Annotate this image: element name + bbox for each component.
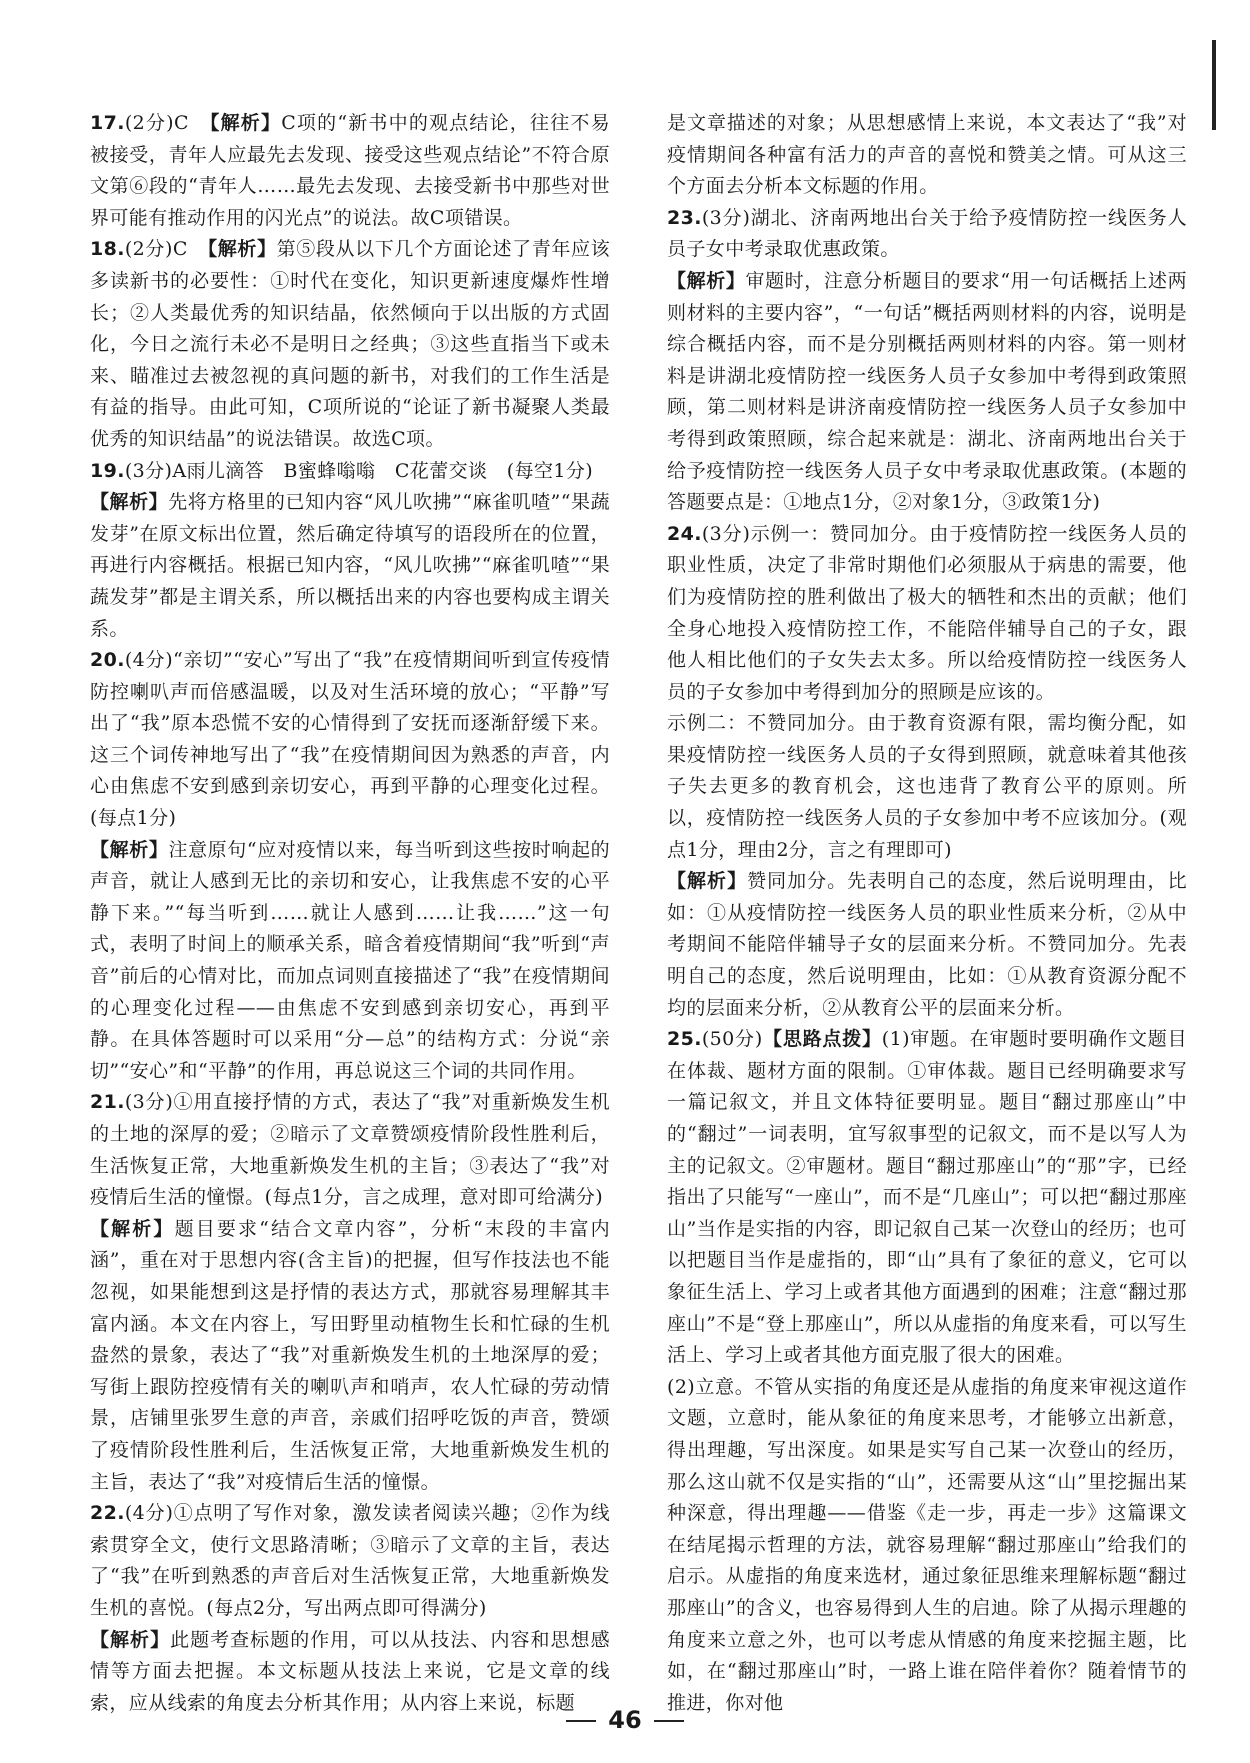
analysis-text: 此题考查标题的作用，可以从技法、内容和思想感情等方面去把握。本文标题从技法上来说，它是文章的线索，应从线索的角度去分析其作用；从内容上来说，标题 <box>90 1628 610 1714</box>
answer-paragraph <box>667 519 1187 709</box>
page-number-dash-left <box>566 1720 596 1722</box>
left-column <box>90 108 610 1719</box>
question-number: 24. <box>667 522 702 545</box>
answer-paragraph <box>667 266 1187 519</box>
analysis-tag: 【解析】 <box>90 1217 175 1240</box>
answer-paragraph <box>667 1024 1187 1372</box>
analysis-tag: 【解析】 <box>667 269 746 292</box>
question-number: 23. <box>667 206 702 229</box>
analysis-text: 注意原句“应对疫情以来，每当听到这些按时响起的声音，就让人感到无比的亲切和安心，让我焦虑不安的心平静下来。”“每当听到……就让人感到……让我……”这一句式，表明了时间上的顺承关系，暗含着疫情期间“我”听到“声音”前后的心情对比，而加点词则直接描述了“我”在疫情期间的心理变化过程——由焦虑不安到感到亲切安心，再到平静。在具体答题时可以采用“分—总”的结构方式：分说“亲切”“安心”和“平静”的作用，再总说这三个词的共同作用。 <box>90 838 610 1082</box>
answer-paragraph <box>667 203 1187 266</box>
question-number: 18. <box>90 238 125 261</box>
analysis-tag: 【解析】 <box>667 870 748 893</box>
answer-text: (50分) <box>701 1028 763 1051</box>
answer-paragraph <box>90 456 610 488</box>
analysis-text: 题目要求“结合文章内容”，分析“末段的丰富内涵”，重在对于思想内容(含主旨)的把握，但写作技法也不能忽视，如果能想到这是抒情的表达方式，那就容易理解其丰富内涵。本文在内容上，写田野里动植物生长和忙碌的生机盎然的景象，表达了“我”对重新焕发生机的土地深厚的爱；写街上跟防控疫情有关的喇叭声和哨声，农人忙碌的劳动情景，店铺里张罗生意的声音，亲戚们招呼吃饭的声音，赞颂了疫情阶段性胜利后，生活恢复正常，大地重新焕发生机的主旨，表达了“我”对疫情后生活的憧憬。 <box>90 1217 610 1493</box>
answer-text: (2)立意。不管从实指的角度还是从虚指的角度来审视这道作文题，立意时，能从象征的角度来思考，才能够立出新意，得出理趣，写出深度。如果是实写自己某一次登山的经历，那么这山就不仅是实指的“山”，还需要从这“山”里挖掘出某种深意，得出理趣——借鉴《走一步，再走一步》这篇课文在结尾揭示哲理的方法，就容易理解“翻过那座山”给我们的启示。从虚指的角度来选材，通过象征思维来理解标题“翻过那座山”的含义，也容易得到人生的启迪。除了从揭示理趣的角度来立意之外，也可以考虑从情感的角度来挖掘主题，比如，在“翻过那座山”时，一路上谁在陪伴着你？随着情节的推进，你对他 <box>667 1375 1187 1714</box>
answer-text: (4分)“亲切”“安心”写出了“我”在疫情期间听到宣传疫情防控喇叭声而倍感温暖，以及对生活环境的放心；“平静”写出了“我”原本恐慌不安的心情得到了安抚而逐渐舒缓下来。这三个词传神地写出了“我”在疫情期间因为熟悉的声音，内心由焦虑不安到感到亲切安心，再到平静的心理变化过程。(每点1分) <box>90 649 610 830</box>
analysis-tag: 【解析】 <box>90 1628 171 1651</box>
analysis-tag: 【解析】 <box>209 112 282 134</box>
question-number: 17. <box>90 112 125 134</box>
answer-text: (3分)湖北、济南两地出台关于给予疫情防控一线医务人员子女中考录取优惠政策。 <box>667 206 1187 261</box>
answer-text: (2分)C <box>124 238 208 261</box>
analysis-tag: 【解析】 <box>90 491 169 514</box>
answer-text: (3分)①用直接抒情的方式，表达了“我”对重新焕发生机的土地的深厚的爱；②暗示了文章赞颂疫情阶段性胜利后，生活恢复正常，大地重新焕发生机的主旨；③表达了“我”对疫情后生活的憧憬。(每点1分，言之成理，意对即可给满分) <box>90 1091 610 1209</box>
answer-paragraph <box>90 108 610 234</box>
answer-paragraph <box>90 835 610 1088</box>
answer-paragraph <box>667 1372 1187 1720</box>
analysis-text: C项的“新书中的观点结论，往往不易被接受，青年人应最先去发现、接受这些观点结论”不符合原文第⑥段的“青年人……最先去发现、去接受新书中那些对世界可能有推动作用的闪光点”的说法。故C项错误。 <box>90 112 610 229</box>
question-number: 20. <box>90 649 125 672</box>
question-number: 21. <box>90 1091 125 1114</box>
analysis-text: 审题时，注意分析题目的要求“用一句话概括上述两则材料的主要内容”，“一句话”概括两则材料的内容，说明是综合概括内容，而不是分别概括两则材料的内容。第一则材料是讲湖北疫情防控一线医务人员子女参加中考得到政策照顾，第二则材料是讲济南疫情防控一线医务人员子女参加中考得到政策照顾，综合起来就是：湖北、济南两地出台关于给予疫情防控一线医务人员子女中考录取优惠政策。(本题的答题要点是：①地点1分，②对象1分，③政策1分) <box>667 269 1187 514</box>
answer-paragraph <box>90 1214 610 1498</box>
question-number: 22. <box>90 1502 125 1525</box>
page-number-dash-right <box>654 1720 684 1722</box>
answer-text: (4分)①点明了写作对象，激发读者阅读兴趣；②作为线索贯穿全文，使行文思路清晰；③暗示了文章的主旨，表达了“我”在听到熟悉的声音后对生活恢复正常，大地重新焕发生机的喜悦。(每点2分，写出两点即可得满分) <box>90 1502 610 1619</box>
analysis-text: (1)审题。在审题时要明确作文题目在体裁、题材方面的限制。①审体裁。题目已经明确要求写一篇记叙文，并且文体特征要明显。题目“翻过那座山”中的“翻过”一词表明，宜写叙事型的记叙文，而不是以写人为主的记叙文。②审题材。题目“翻过那座山”的“那”字，已经指出了只能写“一座山”，而不是“几座山”；可以把“翻过那座山”当作是实指的内容，即记叙自己某一次登山的经历；也可以把题目当作是虚指的，即“山”具有了象征的意义，它可以象征生活上、学习上或者其他方面遇到的困难；注意“翻过那座山”不是“登上那座山”，所以从虚指的角度来看，可以写生活上、学习上或者其他方面克服了很大的困难。 <box>667 1028 1187 1367</box>
edge-rule <box>1212 40 1216 130</box>
right-column <box>667 108 1187 1719</box>
answer-text: 示例二：不赞同加分。由于教育资源有限，需均衡分配，如果疫情防控一线医务人员的子女得到照顾，就意味着其他孩子失去更多的教育机会，这也违背了教育公平的原则。所以，疫情防控一线医务人员的子女参加中考不应该加分。(观点1分，理由2分，言之有理即可) <box>667 712 1187 861</box>
answer-text: 是文章描述的对象；从思想感情上来说，本文表达了“我”对疫情期间各种富有活力的声音的喜悦和赞美之情。可从这三个方面去分析本文标题的作用。 <box>667 112 1187 198</box>
answer-paragraph <box>667 108 1187 203</box>
answer-text: (3分)示例一：赞同加分。由于疫情防控一线医务人员的职业性质，决定了非常时期他们必须服从于病患的需要，他们为疫情防控的胜利做出了极大的牺牲和杰出的贡献；他们全身心地投入疫情防控工作，不能陪伴辅导自己的子女，跟他人相比他们的子女失去太多。所以给疫情防控一线医务人员的子女参加中考得到加分的照顾是应该的。 <box>667 522 1187 703</box>
answer-paragraph <box>90 1498 610 1624</box>
answer-paragraph <box>90 234 610 455</box>
page-number <box>0 1706 1250 1734</box>
analysis-text: 先将方格里的已知内容“风儿吹拂”“麻雀叽喳”“果蔬发芽”在原文标出位置，然后确定待填写的语段所在的位置，再进行内容概括。根据已知内容，“风儿吹拂”“麻雀叽喳”“果蔬发芽”都是主谓关系，所以概括出来的内容也要构成主谓关系。 <box>90 491 610 640</box>
analysis-tag: 【思路点拨】 <box>762 1028 882 1051</box>
answer-paragraph <box>667 866 1187 1024</box>
question-number: 25. <box>667 1028 702 1051</box>
answer-text: (2分)C <box>124 112 210 134</box>
analysis-text: 第⑤段从以下几个方面论述了青年应该多读新书的必要性：①时代在变化，知识更新速度爆炸性增长；②人类最优秀的知识结晶，依然倾向于以出版的方式固化，今日之流行未必不是明日之经典；③这些直指当下或未来、瞄准过去被忽视的真问题的新书，对我们的工作生活是有益的指导。由此可知，C项所说的“论证了新书凝聚人类最优秀的知识结晶”的说法错误。故选C项。 <box>90 238 610 450</box>
analysis-tag: 【解析】 <box>90 838 169 861</box>
answer-text: (3分)A雨儿滴答 B蜜蜂嗡嗡 C花蕾交谈 (每空1分) <box>124 459 594 482</box>
page-number-text: 46 <box>608 1706 642 1734</box>
answer-paragraph <box>90 645 610 835</box>
answer-paragraph <box>90 1087 610 1213</box>
question-number: 19. <box>90 459 125 482</box>
answer-paragraph <box>90 487 610 645</box>
analysis-tag: 【解析】 <box>207 238 277 261</box>
analysis-text: 赞同加分。先表明自己的态度，然后说明理由，比如：①从疫情防控一线医务人员的职业性质来分析，②从中考期间不能陪伴辅导子女的层面来分析。不赞同加分。先表明自己的态度，然后说明理由，比如：①从教育资源分配不均的层面来分析，②从教育公平的层面来分析。 <box>667 870 1187 1019</box>
answer-paragraph <box>667 708 1187 866</box>
